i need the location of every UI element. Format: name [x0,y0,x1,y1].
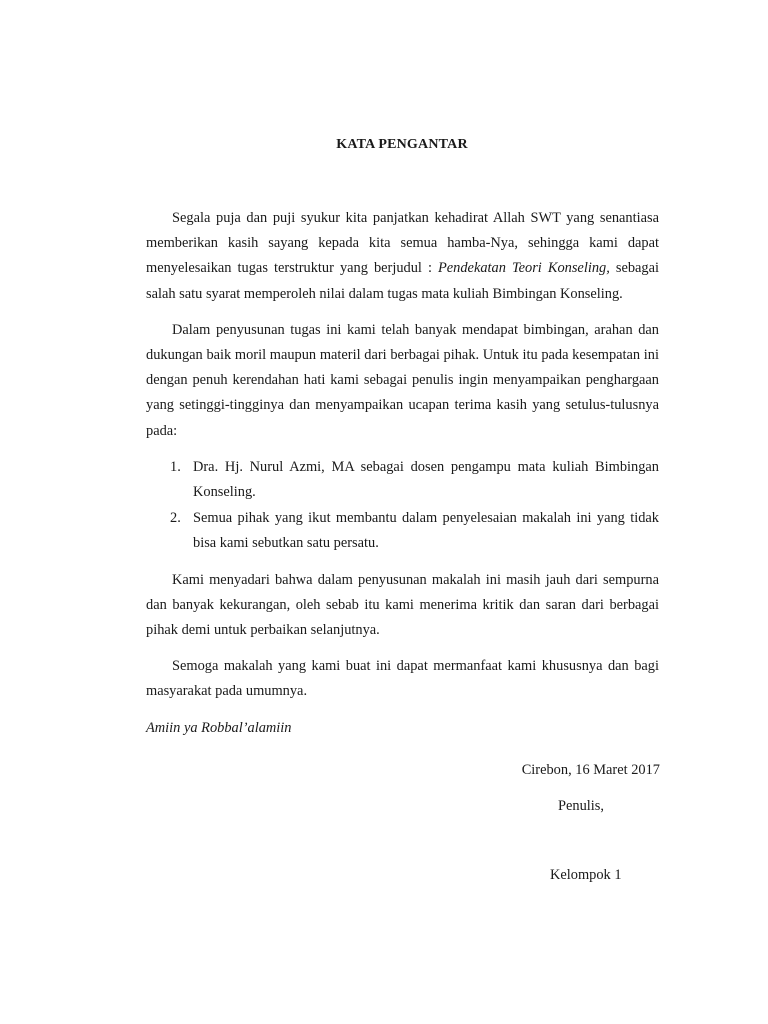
list-item-text: Dra. Hj. Nurul Azmi, MA sebagai dosen pengampu mata kuliah Bimbingan Konseling. [193,458,659,501]
list-item [146,455,659,505]
closing-prayer: Amiin ya Robbal’alamiin [146,719,292,736]
list-item [146,506,659,556]
place-date: Cirebon, 16 Maret 2017 [521,762,660,778]
document-title: KATA PENGANTAR [336,137,468,152]
writer-label: Penulis, [558,798,604,814]
paragraph-opening [146,206,659,307]
assignment-title: Pendekatan Teori Konseling, [437,260,610,277]
group-name: Kelompok 1 [550,867,622,883]
acknowledgement-list [146,455,659,557]
list-item-number: 1. [170,458,181,475]
paragraph-opening-text-a: Segala puja dan puji syukur kita panjatkan kehadirat Allah SWT yang senantiasa memberikan kasih sayang kepada kita semua hamba-Nya, sehingga kami dapat menyelesaikan tugas terstruktur yang berjudul : [146,210,659,277]
paragraph-opening-text-b: sebagai salah satu syarat memperoleh nilai dalam tugas mata kuliah Bimbingan Konseling. [146,260,660,302]
document-body [146,206,659,752]
paragraph-limitations: Kami menyadari bahwa dalam penyusunan makalah ini masih jauh dari sempurna dan banyak kekurangan, oleh sebab itu kami menerima kritik dan saran dari berbagai pihak demi untuk perbaikan selanjutnya. [146,571,659,639]
list-item-number: 2. [170,510,181,527]
list-item-text: Semua pihak yang ikut membantu dalam penyelesaian makalah ini yang tidak bisa kami sebutkan satu persatu. [193,510,659,552]
paragraph-acknowledgement: Dalam penyusunan tugas ini kami telah banyak mendapat bimbingan, arahan dan dukungan baik moril maupun materil dari berbagai pihak. Untuk itu pada kesempatan ini dengan penuh kerendahan hati kami sebagai penulis ingin menyampaikan penghargaan yang setinggi-tingginya dan menyampaikan ucapan terima kasih yang setulus-tulusnya pada: [146,321,659,439]
paragraph-hope: Semoga makalah yang kami buat ini dapat mermanfaat kami khususnya dan bagi masyarakat pada umumnya. [146,658,659,700]
